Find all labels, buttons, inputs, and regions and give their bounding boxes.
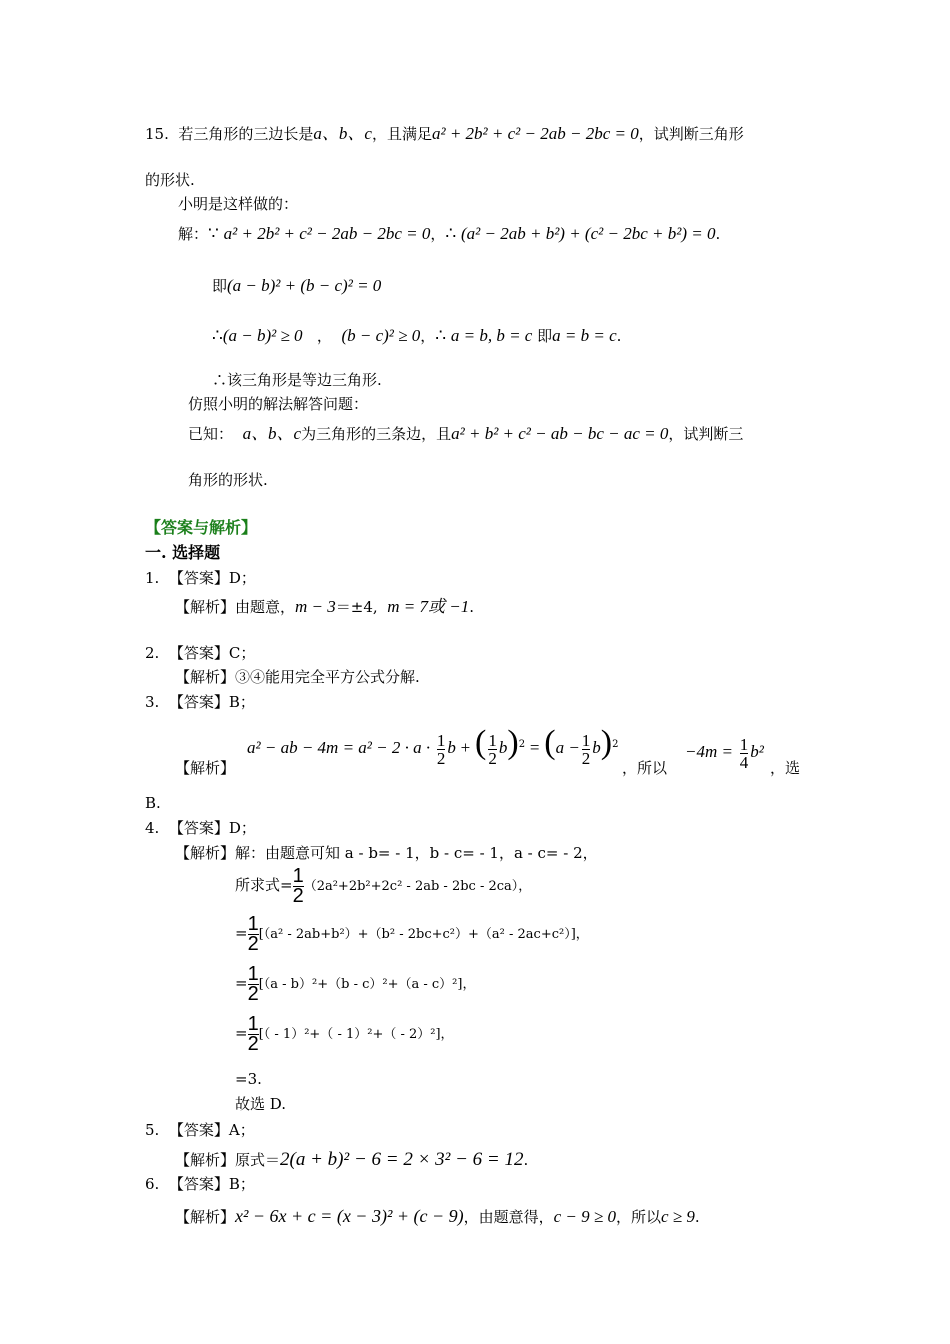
explanation-4-step-1: 所求式= $\frac{1}{2}$ （2a²+2b²+2c² - 2ab - 2bc - 2ca），	[235, 865, 532, 907]
fraction-one-half: $\frac{1}{2}$	[247, 963, 259, 1005]
explanation-1: 【解析】由题意，m − 3＝±4, m = 7或 −1.	[175, 597, 474, 616]
answers-header: 【答案与解析】	[145, 518, 258, 537]
given-line: 已知： a、b、c为三角形的三条边，且a² + b² + c² − ab − bc − ac = 0，试判断三	[188, 424, 744, 443]
answer-2: 2. 【答案】C；	[145, 644, 256, 662]
explanation-4-choice: 故选 D.	[235, 1095, 287, 1113]
explanation-2: 【解析】③④能用完全平方公式分解.	[175, 668, 420, 686]
solution-line-2: 即(a − b)² + (b − c)² = 0	[212, 276, 382, 295]
imitate-prompt: 仿照小明的解法解答问题：	[188, 395, 369, 413]
fraction-one-half: $\frac{1}{2}$	[436, 730, 446, 768]
fraction-one-half: $\frac{1}{2}$	[581, 730, 591, 768]
answer-3: 3. 【答案】B；	[145, 693, 255, 711]
answer-5: 5. 【答案】A；	[145, 1121, 255, 1139]
explanation-3-tail: ，所以	[622, 759, 668, 777]
xiaoming-intro: 小明是这样做的：	[178, 195, 299, 213]
fraction-one-half: $\frac{1}{2}$	[292, 865, 304, 907]
solution-line-1: 解：∵ a² + 2b² + c² − 2ab − 2bc = 0，∴ (a² − 2ab + b²) + (c² − 2bc + b²) = 0.	[178, 224, 721, 243]
fraction-one-half: $\frac{1}{2}$	[247, 1013, 259, 1055]
solution-conclusion: ∴该三角形是等边三角形.	[212, 371, 382, 389]
explanation-3-rhs: −4m = $\frac{1}{4}$ b²	[685, 734, 764, 772]
condition-formula: a² + 2b² + c² − 2ab − 2bc = 0	[431, 124, 639, 143]
explanation-4-step-4: = $\frac{1}{2}$ [（ - 1）²+（ - 1）²+（ - 2）²]，	[235, 1013, 454, 1055]
explanation-3-label: 【解析】	[175, 759, 236, 777]
explanation-4: 【解析】解：由题意可知 a - b= - 1，b - c= - 1，a - c= - 2，	[175, 844, 598, 862]
fraction-one-half: $\frac{1}{2}$	[247, 913, 259, 955]
explanation-4-step-3: = $\frac{1}{2}$ [（a - b）²+（b - c）²+（a - c）²]，	[235, 963, 476, 1005]
explanation-3-formula: a² − ab − 4m = a² − 2 · a · $\frac{1}{2}$ b + ( $\frac{1}{2}$ b)$^2$ = (a − $\frac{1}{2}$ b)$^2$	[247, 724, 619, 768]
solution-line-3: ∴(a − b)² ≥ 0 ， (b − c)² ≥ 0，∴ a = b, b = c 即a = b = c.	[212, 326, 622, 345]
explanation-4-result: =3.	[235, 1070, 262, 1088]
question-15-line-1: 15. 若三角形的三边长是a、b、c，且满足a² + 2b² + c² − 2ab − 2bc = 0，试判断三角形	[145, 124, 744, 143]
given-line-2: 角形的形状.	[188, 471, 268, 489]
explanation-3-choose: ，选	[770, 759, 801, 777]
fraction-one-half: $\frac{1}{2}$	[488, 730, 497, 768]
question-15-line-2: 的形状.	[145, 171, 195, 189]
answer-1: 1. 【答案】D；	[145, 569, 256, 587]
explanation-5: 【解析】原式＝2(a + b)² − 6 = 2 × 3² − 6 = 12.	[175, 1149, 529, 1170]
explanation-4-step-2: = $\frac{1}{2}$ [（a² - 2ab+b²）+（b² - 2bc+c²）+（a² - 2ac+c²）]，	[235, 913, 589, 955]
section-title: 一. 选择题	[145, 543, 221, 562]
explanation-6: 【解析】x² − 6x + c = (x − 3)² + (c − 9)，由题意得，c − 9 ≥ 0，所以c ≥ 9.	[175, 1206, 700, 1226]
answer-4: 4. 【答案】D；	[145, 819, 256, 837]
answer-6: 6. 【答案】B；	[145, 1175, 255, 1193]
fraction-one-quarter: $\frac{1}{4}$	[739, 734, 749, 772]
explanation-3-answer: B.	[145, 794, 161, 812]
